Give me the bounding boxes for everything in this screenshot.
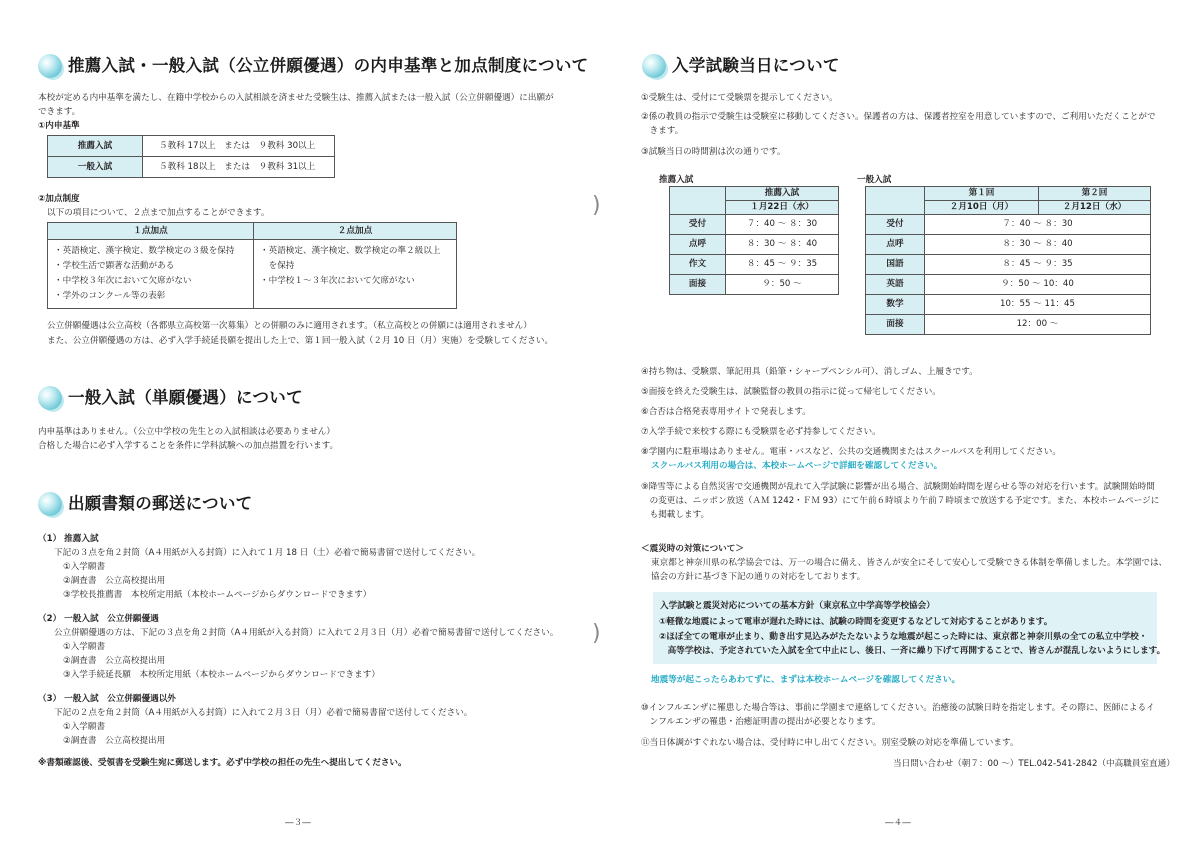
list-item: ①入学願書 (63, 562, 106, 572)
section-heading-yuso (38, 492, 252, 516)
katen-intro: 以下の項目について、２点まで加点することができます。 (47, 208, 270, 218)
list-item: も掲載します。 (641, 510, 710, 520)
table-row (670, 275, 839, 295)
policy-title: 入学試験と震災対応についての基本方針（東京私立中学高等学校協会） (660, 601, 935, 611)
section-heading-toujitsu (642, 54, 840, 78)
table-row (670, 215, 839, 235)
list-item: ンフルエンザの罹患・治癒証明書の提出が必要となります。 (641, 717, 881, 727)
list-item: ⑧学園内に駐車場はありません。電車・バスなど、公共の交通機関またはスクールバスを利用してください。 (641, 447, 1061, 457)
row-time: 10：55 ～ 11：45 (925, 295, 1151, 315)
row-label: 面接 (866, 315, 925, 335)
section-title: 出願書類の郵送について (68, 494, 253, 514)
binding-mark: ) (592, 193, 601, 218)
bubble-icon (38, 54, 62, 78)
row-time: 12：00 ～ (925, 315, 1151, 335)
table-caption: 一般入試 (857, 175, 892, 185)
header-cell: 第２回 (1039, 187, 1151, 201)
table-row (866, 295, 1151, 315)
policy-line: 高等学校は、予定されていた入試を全て中止にし、後日、一斉に繰り下げて再開することで、皆さんが混乱しないようにします。 (659, 646, 1166, 656)
katen-col1 (48, 240, 254, 309)
list-item: ②調査書 公立高校提出用 (63, 576, 166, 586)
row-time: ７：40 ～ ８：30 (726, 215, 839, 235)
list-item: ⑤面接を終えた受験生は、試験監督の教員の指示に従って帰宅してください。 (641, 387, 941, 397)
block-title: （3） 一般入試 公立併願優遇以外 (38, 694, 176, 704)
table-row (48, 157, 335, 178)
table-row (866, 215, 1151, 235)
naishin-table (47, 135, 335, 178)
block-title: （2） 一般入試 公立併願優遇 (38, 614, 159, 624)
table-row (48, 136, 335, 157)
row-value: ５教科 17以上 または ９教科 30以上 (143, 136, 335, 157)
list-item: ①入学願書 (63, 722, 106, 732)
list-item: ・中学校３年次において欠席がない (54, 276, 192, 287)
row-time: ９：50 ～ (726, 275, 839, 295)
list-item: ③入学手続延長願 本校所定用紙（本校ホームページからダウンロードできます） (63, 670, 380, 680)
list-item: ・中学校１～３年次において欠席がない (260, 276, 415, 287)
note-line: 公立併願優遇は公立高校（各都県立高校第一次募集）との併願のみに適用されます。（私立高校との併願には適用されません） (47, 321, 532, 331)
list-item: ⑦入学手続で来校する際にも受験票を必ず持参してください。 (641, 427, 881, 437)
row-label: 推薦入試 (48, 136, 143, 157)
katen-label: ②加点制度 (38, 194, 80, 204)
section-heading-naishin (38, 54, 588, 78)
list-item: を保持 (260, 261, 295, 272)
list-item: ⑩インフルエンザに罹患した場合等は、事前に学園まで連絡してください。治癒後の試験日時を指定します。その際に、医師によるイ (641, 703, 1155, 713)
list-item: きます。 (641, 126, 684, 136)
row-label: 点呼 (866, 235, 925, 255)
row-time: ８：45 ～ ９：35 (726, 255, 839, 275)
list-item: ②調査書 公立高校提出用 (63, 656, 166, 666)
section-title: 入学試験当日について (672, 56, 840, 76)
list-item: の変更は、ニッポン放送（ＡＭ 1242・ＦＭ 93）にて午前６時頃より午前７時頃まで放送する予定です。また、本校ホームページに (641, 496, 1160, 506)
list-item: ⑥合否は合格発表専用サイトで発表します。 (641, 407, 811, 417)
section-title: 一般入試（単願優遇）について (68, 388, 303, 408)
list-item: ・学外のコンクール等の表彰 (54, 291, 166, 302)
row-label: 受付 (670, 215, 726, 235)
table-row (48, 240, 457, 309)
katen-table (47, 222, 457, 309)
row-label: 一般入試 (48, 157, 143, 178)
page-number: ―４― (885, 818, 911, 828)
policy-line: ①軽微な地震によって電車が遅れた時には、試験の時間を変更するなどして対応することがあります。 (659, 617, 1053, 627)
header-2pt: ２点加点 (254, 223, 457, 240)
note-line: また、公立併願優遇の方は、必ず入学手続延長願を提出した上で、第１回一般入試（２月 10 日（月）実施）を受験してください。 (47, 336, 554, 346)
header-1pt: １点加点 (48, 223, 254, 240)
bubble-icon (38, 492, 62, 516)
policy-line: ②ほぼ全ての電車が止まり、動き出す見込みがたたないような地震が起こった時には、東京都と神奈川県の全ての私立中学校・ (659, 632, 1148, 642)
row-label: 受付 (866, 215, 925, 235)
row-value: ５教科 18以上 または ９教科 31以上 (143, 157, 335, 178)
row-label: 英語 (866, 275, 925, 295)
list-item: ・学校生活で顕著な活動がある (54, 261, 175, 272)
katen-col2 (254, 240, 457, 309)
schoolbus-note: スクールバス利用の場合は、本校ホームページで詳細を確認してください。 (651, 461, 943, 471)
shinsai-text: 東京都と神奈川県の私学協会では、万一の場合に備え、皆さんが安全にそして安心して受験できる体制を準備しました。本学園では、 (651, 558, 1168, 568)
section-title: 推薦入試・一般入試（公立併願優遇）の内申基準と加点制度について (68, 56, 589, 76)
corner-cell (670, 187, 726, 215)
list-item: ⑪当日体調がすぐれない場合は、受付時に申し出てください。別室受験の対応を準備しています。 (641, 738, 1019, 748)
suisen-schedule-table (669, 186, 839, 295)
row-label: 作文 (670, 255, 726, 275)
ippan-schedule-table (865, 186, 1151, 335)
tangan-text: 合格した場合に必ず入学することを条件に学科試験への加点措置を行います。 (38, 441, 339, 451)
header-cell: ２月10日（月） (925, 201, 1039, 215)
list-item: ・英語検定、漢字検定、数学検定の３級を保持 (54, 246, 235, 256)
intro-text-cont: できます。 (38, 107, 81, 117)
list-item: ・英語検定、漢字検定、数学検定の準２級以上 (260, 246, 441, 256)
list-item: ①入学願書 (63, 642, 106, 652)
block-title: （1） 推薦入試 (38, 534, 99, 544)
block-text: 下記の３点を角２封筒（A４用紙が入る封筒）に入れて１月 18 日（土）必着で簡易書留で送付してください。 (54, 548, 481, 558)
row-label: 国語 (866, 255, 925, 275)
header-cell: ２月12日（水） (1039, 201, 1151, 215)
table-header-row (48, 223, 457, 240)
tangan-text: 内申基準はありません。（公立中学校の先生との入試相談は必要ありません） (38, 427, 335, 437)
list-item: ③学校長推薦書 本校所定用紙（本校ホームページからダウンロードできます） (63, 590, 372, 600)
naishin-label: ①内申基準 (38, 121, 80, 131)
list-item: ②調査書 公立高校提出用 (63, 736, 166, 746)
table-row (670, 255, 839, 275)
table-row (866, 255, 1151, 275)
header-cell: １月22日（水） (726, 201, 839, 215)
list-item: ③試験当日の時間割は次の通りです。 (641, 147, 786, 157)
list-item: ⑨降雪等による自然災害で交通機関が乱れて入学試験に影響が出る場合、試験開始時間を遅らせる等の対応を行います。試験開始時間 (641, 482, 1155, 492)
table-row (866, 315, 1151, 335)
bubble-icon (38, 386, 62, 410)
row-label: 点呼 (670, 235, 726, 255)
binding-mark: ) (592, 621, 601, 646)
shinsai-title: ＜震災時の対策について＞ (641, 544, 744, 554)
header-cell: 推薦入試 (726, 187, 839, 201)
page-number: ―３― (285, 818, 311, 828)
table-header-row (670, 187, 839, 201)
row-time: ８：30 ～ ８：40 (925, 235, 1151, 255)
table-header-row (866, 187, 1151, 201)
row-time: ７：40 ～ ８：30 (925, 215, 1151, 235)
shinsai-text: 協会の方針に基づき下記の通りの対応をしております。 (651, 572, 866, 582)
bubble-icon (642, 54, 666, 78)
row-time: ８：45 ～ ９：35 (925, 255, 1151, 275)
corner-cell (866, 187, 925, 215)
section-heading-tangan (38, 386, 303, 410)
table-row (866, 275, 1151, 295)
block-text: 下記の２点を角２封筒（A４用紙が入る封筒）に入れて２月３日（月）必着で簡易書留で送付してください。 (54, 708, 473, 718)
contact-line: 当日問い合わせ（朝７：00 ～）TEL.042-541-2842（中高職員室直通） (893, 759, 1175, 769)
table-row (866, 235, 1151, 255)
table-row (670, 235, 839, 255)
list-item: ①受験生は、受付にて受験票を提示してください。 (641, 93, 838, 103)
block-text: 公立併願優遇の方は、下記の３点を角２封筒（A４用紙が入る封筒）に入れて２月３日（月）必着で簡易書留で送付してください。 (54, 628, 559, 638)
row-time: ９：50 ～ 10：40 (925, 275, 1151, 295)
footnote: ※書類確認後、受領書を受験生宛に郵送します。必ず中学校の担任の先生へ提出してください。 (38, 758, 407, 768)
list-item: ②係の教員の指示で受験生は受験室に移動してください。保護者の方は、保護者控室を用意していますので、ご利用いただくことがで (641, 112, 1156, 122)
list-item: ④持ち物は、受験票、筆記用具（鉛筆・シャープペンシル可）、消しゴム、上履きです。 (641, 367, 978, 377)
row-label: 面接 (670, 275, 726, 295)
earthquake-cyan-note: 地震等が起こったらあわてずに、まずは本校ホームページを確認してください。 (651, 675, 961, 685)
row-time: ８：30 ～ ８：40 (726, 235, 839, 255)
intro-text: 本校が定める内申基準を満たし、在籍中学校からの入試相談を済ませた受験生は、推薦入試または一般入試（公立併願優遇）に出願が (38, 93, 554, 103)
header-cell: 第１回 (925, 187, 1039, 201)
row-label: 数学 (866, 295, 925, 315)
table-caption: 推薦入試 (659, 175, 694, 185)
